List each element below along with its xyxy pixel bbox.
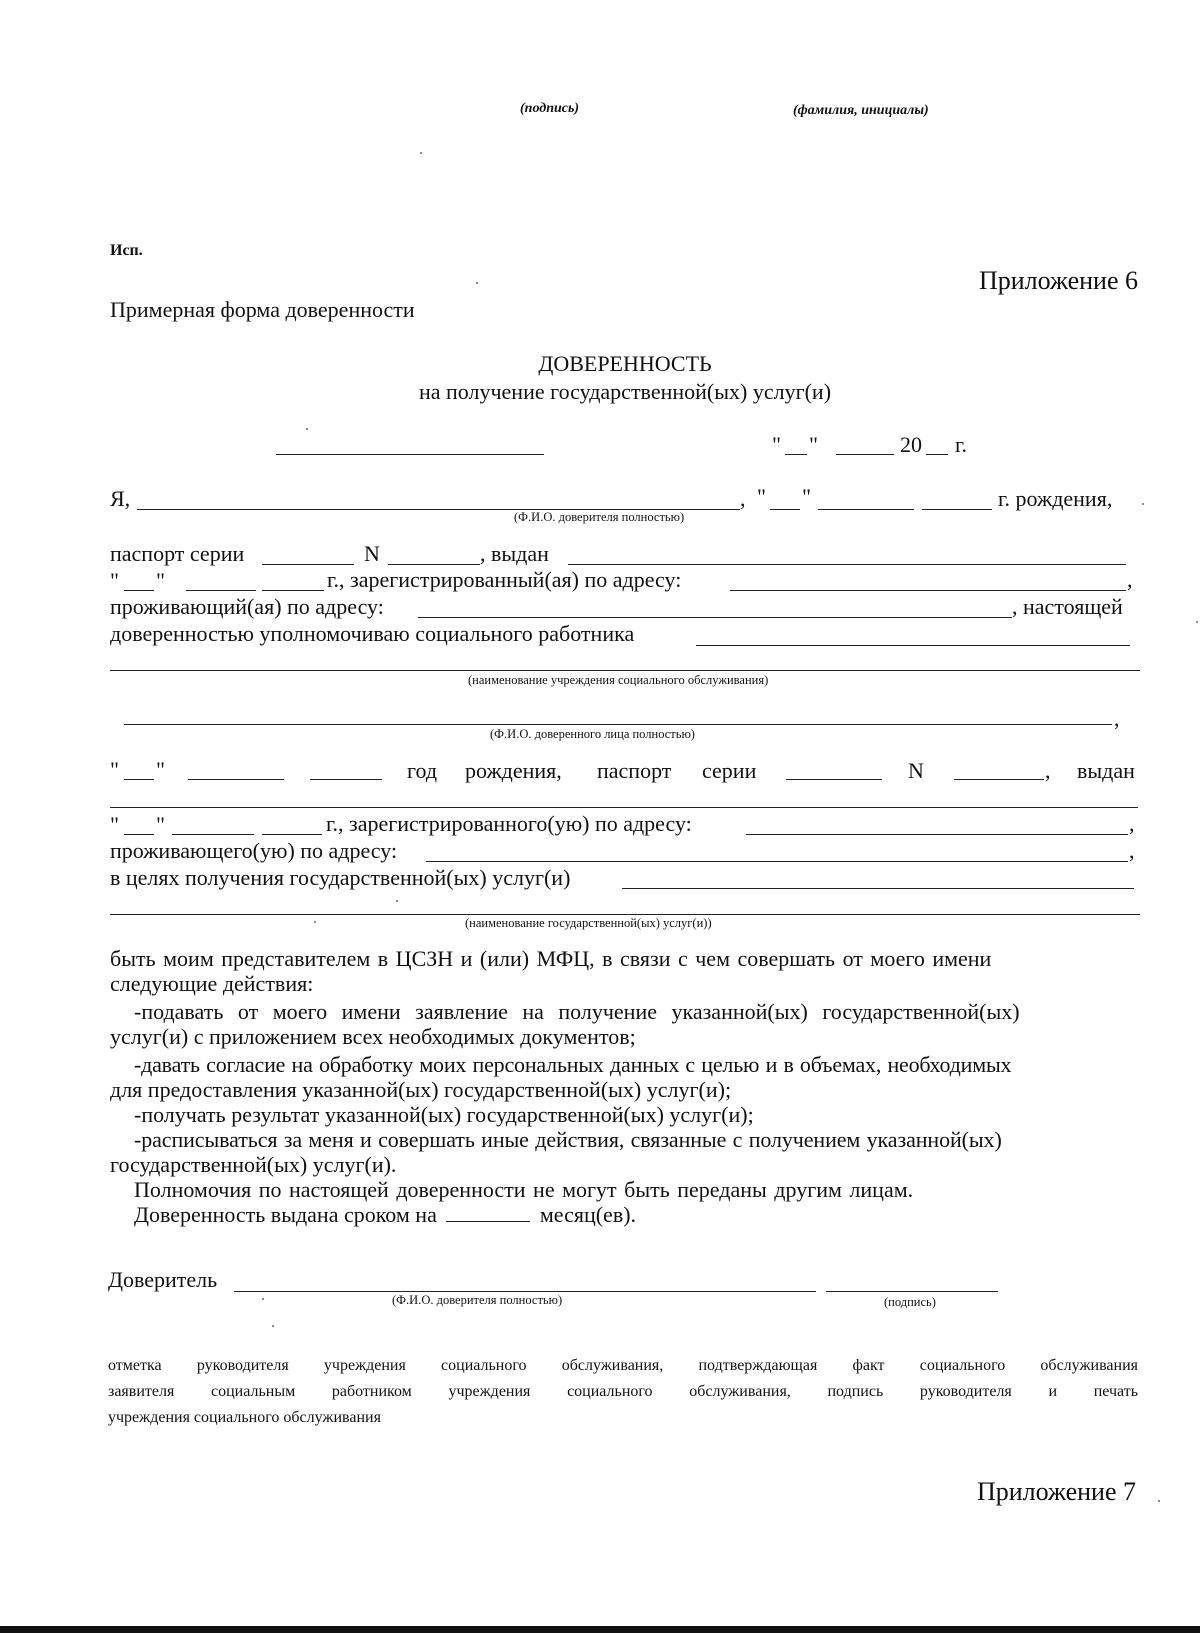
scan-speck bbox=[1196, 621, 1198, 623]
passport-n-label: N bbox=[364, 541, 380, 566]
body-text: быть моим представителем в ЦСЗН и (или) МФЦ, в связи с чем совершать от моего имени bbox=[110, 946, 992, 971]
agent-birth-quote-open: " bbox=[110, 757, 119, 782]
institution-name-line[interactable] bbox=[110, 670, 1140, 671]
agent-issue-year-line[interactable] bbox=[262, 834, 322, 835]
living-label: проживающий(ая) по адресу: bbox=[110, 594, 384, 619]
authorize-label: доверенностью уполномочиваю социального работника bbox=[110, 621, 635, 646]
principal-label: Доверитель bbox=[108, 1267, 218, 1292]
birth-quote-open: " bbox=[757, 484, 766, 509]
agent-birth-day-line[interactable] bbox=[124, 779, 154, 780]
issue-year-line[interactable] bbox=[262, 590, 324, 591]
sample-form-label: Примерная форма доверенности bbox=[110, 297, 415, 322]
date-month-line[interactable] bbox=[836, 454, 894, 455]
passport-series-line[interactable] bbox=[262, 564, 354, 565]
name-caption: (фамилия, инициалы) bbox=[793, 103, 929, 118]
purpose-label: в целях получения государственной(ых) услуг(и) bbox=[110, 865, 571, 890]
body-line bbox=[110, 946, 1140, 971]
birth-year-line[interactable] bbox=[922, 509, 992, 510]
comma: , bbox=[1129, 811, 1135, 836]
validity-months-line[interactable] bbox=[446, 1203, 530, 1222]
birth-word: рождения, bbox=[465, 758, 562, 783]
scan-speck bbox=[396, 900, 398, 902]
agent-name-line[interactable] bbox=[124, 724, 1112, 725]
scan-edge-bar bbox=[0, 1626, 1200, 1633]
comma: , bbox=[1127, 567, 1133, 592]
issue-month-line[interactable] bbox=[186, 590, 256, 591]
powers-paragraph bbox=[110, 946, 1140, 1227]
birth-month-line[interactable] bbox=[818, 509, 914, 510]
service-name-line[interactable] bbox=[110, 914, 1140, 915]
agent-issued-label: выдан bbox=[1077, 758, 1135, 783]
living-address-line[interactable] bbox=[418, 617, 1012, 618]
agent-name-caption: (Ф.И.О. доверенного лица полностью) bbox=[490, 727, 695, 741]
agent-birth-quote-close: " bbox=[156, 757, 165, 782]
agent-passport-series-line[interactable] bbox=[786, 779, 882, 780]
validity-line bbox=[110, 1202, 1140, 1227]
agent-passport-number-line[interactable] bbox=[954, 779, 1044, 780]
social-worker-line[interactable] bbox=[696, 645, 1130, 646]
scan-speck bbox=[272, 1325, 274, 1327]
registered-label: г., зарегистрированный(ая) по адресу: bbox=[327, 567, 682, 592]
scan-speck bbox=[1158, 1500, 1160, 1502]
service-name-caption: (наименование государственной(ых) услуг(и)) bbox=[465, 916, 712, 930]
agent-issue-quote-open: " bbox=[110, 812, 119, 837]
issue-day-line[interactable] bbox=[124, 590, 154, 591]
body-line: для предоставления указанной(ых) государственной(ых) услуг(и); bbox=[110, 1077, 732, 1102]
scan-speck bbox=[306, 428, 308, 430]
birth-quote-close: " bbox=[802, 484, 811, 509]
principal-signature-caption: (подпись) bbox=[884, 1295, 936, 1309]
body-line: -давать согласие на обработку моих персональных данных с целью и в объемах, необходимых bbox=[134, 1052, 1012, 1077]
appendix-6-label: Приложение 6 bbox=[978, 266, 1138, 295]
body-line: -расписываться за меня и совершать иные действия, связанные с получением указанной(ых) bbox=[134, 1127, 1002, 1152]
document-title: ДОВЕРЕННОСТЬ bbox=[538, 351, 712, 376]
scan-speck bbox=[262, 1298, 264, 1300]
principal-signature-name-line[interactable] bbox=[234, 1291, 816, 1292]
note-line-3: учреждения социального обслуживания bbox=[108, 1409, 381, 1426]
agent-living-address-line[interactable] bbox=[426, 861, 1128, 862]
body-line: следующие действия: bbox=[110, 971, 314, 996]
appendix-7-label: Приложение 7 bbox=[976, 1477, 1136, 1506]
agent-issue-quote-close: " bbox=[156, 812, 165, 837]
registered-address-line[interactable] bbox=[730, 590, 1126, 591]
agent-issue-month-line[interactable] bbox=[172, 834, 254, 835]
passport-word: паспорт bbox=[597, 758, 672, 783]
body-line: государственной(ых) услуг(и). bbox=[110, 1152, 397, 1177]
principal-name-caption: (Ф.И.О. доверителя полностью) bbox=[392, 1293, 563, 1307]
year-word: год bbox=[407, 758, 438, 783]
isp-label: Исп. bbox=[110, 242, 143, 259]
agent-birth-year-line[interactable] bbox=[310, 779, 382, 780]
validity-unit: месяц(ев). bbox=[539, 1202, 637, 1227]
agent-passport-n-label: N bbox=[908, 758, 924, 783]
birth-label: г. рождения, bbox=[998, 486, 1113, 511]
validity-label: Доверенность выдана сроком на bbox=[134, 1202, 437, 1227]
issue-quote-close: " bbox=[156, 568, 165, 593]
date-year-prefix: 20 bbox=[900, 432, 922, 457]
body-line: -подавать от моего имени заявление на получение указанной(ых) государственной(ых) bbox=[134, 999, 1020, 1024]
date-year-line[interactable] bbox=[926, 454, 948, 455]
body-line: услуг(и) с приложением всех необходимых документов; bbox=[110, 1024, 636, 1049]
body-line: -получать результат указанной(ых) государственной(ых) услуг(и); bbox=[134, 1102, 754, 1127]
agent-registered-label: г., зарегистрированного(ую) по адресу: bbox=[326, 811, 692, 836]
issued-by-line[interactable] bbox=[568, 564, 1126, 565]
note-line-2: заявителя социальным работником учреждения социального обслуживания, подпись руководителя и печать bbox=[108, 1383, 1138, 1400]
place-field-line[interactable] bbox=[276, 454, 544, 455]
series-word: серии bbox=[702, 758, 757, 783]
agent-issued-by-line[interactable] bbox=[110, 807, 1138, 808]
principal-signature-line[interactable] bbox=[826, 1291, 998, 1292]
scan-speck bbox=[476, 282, 478, 284]
note-line-1: отметка руководителя учреждения социального обслуживания, подтверждающая факт социального обслуживания bbox=[108, 1357, 1138, 1374]
document-subtitle: на получение государственной(ых) услуг(и) bbox=[418, 379, 832, 404]
comma: , bbox=[740, 486, 746, 511]
principal-name-caption: (Ф.И.О. доверителя полностью) bbox=[514, 510, 685, 524]
scan-speck bbox=[314, 921, 316, 923]
date-quote-open: " bbox=[772, 432, 781, 457]
scan-speck bbox=[420, 152, 422, 154]
date-day-line[interactable] bbox=[785, 454, 807, 455]
body-line: Полномочия по настоящей доверенности не могут быть переданы другим лицам. bbox=[134, 1177, 914, 1202]
scan-speck bbox=[1142, 503, 1144, 505]
date-g: г. bbox=[955, 432, 968, 457]
ya-label: Я, bbox=[110, 486, 131, 511]
passport-series-label: паспорт серии bbox=[110, 541, 245, 566]
comma: , bbox=[1129, 838, 1135, 863]
signature-caption: (подпись) bbox=[520, 101, 580, 116]
date-quote-close: " bbox=[809, 432, 818, 457]
agent-living-label: проживающего(ую) по адресу: bbox=[110, 838, 398, 863]
comma: , bbox=[1114, 706, 1120, 731]
agent-registered-address-line[interactable] bbox=[746, 834, 1128, 835]
present-label: , настоящей bbox=[1012, 594, 1123, 619]
purpose-line[interactable] bbox=[622, 888, 1134, 889]
issue-quote-open: " bbox=[110, 568, 119, 593]
comma: , bbox=[1045, 758, 1051, 783]
issued-label: , выдан bbox=[480, 541, 549, 566]
institution-caption: (наименование учреждения социального обслуживания) bbox=[468, 673, 769, 687]
passport-number-line[interactable] bbox=[388, 564, 480, 565]
birth-day-line[interactable] bbox=[770, 509, 800, 510]
agent-issue-day-line[interactable] bbox=[124, 834, 154, 835]
agent-birth-month-line[interactable] bbox=[188, 779, 284, 780]
